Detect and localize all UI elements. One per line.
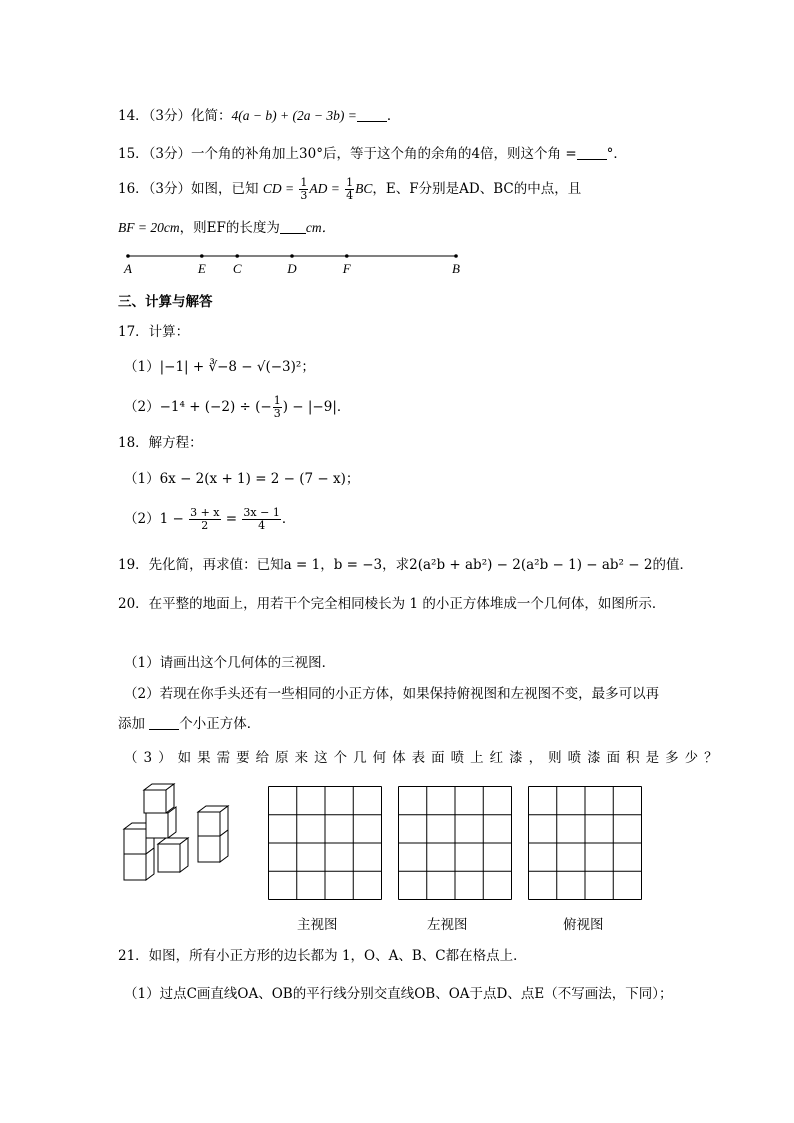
question-19: 19．先化简，再求值：已知a = 1，b = −3，求2(a²b + ab²) − 2(a²b − 1) − ab² − 2的值． <box>118 557 693 573</box>
point-e <box>200 254 204 258</box>
question-15: 15．（3分）一个角的补角加上30°后，等于这个角的余角的4倍，则这个角 = °． <box>118 146 627 162</box>
fraction-one-fourth: $\frac{1}{4}$ <box>346 176 354 202</box>
section-title: 三、计算与解答 <box>118 294 213 310</box>
point-label-e: E <box>197 261 206 276</box>
question-18-title: 18．解方程： <box>118 435 203 451</box>
point-c <box>235 254 239 258</box>
question-16: 16．（3分）如图，已知 CD = $\frac{1}{3}$ AD = $\frac{1}{4}$ BC，E、F分别是AD、BC的中点，且 <box>118 176 582 202</box>
point-label-f: F <box>342 261 351 276</box>
question-14: 14．（3分）化简：4(a − b) + (2a − 3b) = ． <box>118 108 401 124</box>
question-20-part2-line2: 添加 个小正方体． <box>118 716 261 732</box>
cube-stack-figure <box>122 782 242 884</box>
question-17-title: 17．计算： <box>118 324 190 340</box>
question-20: 20．在平整的地面上，用若干个完全相同棱长为 1 的小正方体堆成一个几何体，如图所示． <box>118 596 666 612</box>
question-20-part2: （2）若现在你手头还有一些相同的小正方体，如果保持俯视图和左视图不变，最多可以再 <box>124 686 660 702</box>
answer-blank[interactable] <box>280 219 306 234</box>
front-view-grid[interactable] <box>268 786 382 900</box>
point-label-a: A <box>124 261 132 276</box>
question-21-part1: （1）过点C画直线OA、OB的平行线分别交直线OB、OA于点D、点E（不写画法，下同）； <box>124 986 673 1002</box>
point-a <box>126 254 130 258</box>
question-18-part1: （1）6x − 2(x + 1) = 2 − (7 − x)； <box>124 471 360 487</box>
left-view-grid[interactable] <box>398 786 512 900</box>
question-17-part1: （1）|−1| + ∛−8 − √(−3)²； <box>124 359 315 375</box>
question-17-part2: （2）−1⁴ + (−2) ÷ (− $\frac{1}{3}$ ) − |−9|． <box>124 394 351 420</box>
point-b <box>454 254 458 258</box>
answer-blank[interactable] <box>357 107 387 122</box>
point-d <box>290 254 294 258</box>
point-label-c: C <box>232 261 242 276</box>
answer-blank[interactable] <box>577 145 607 160</box>
caption-top-view: 俯视图 <box>563 917 604 933</box>
question-21: 21．如图，所有小正方形的边长都为 1，O、A、B、C都在格点上． <box>118 948 527 964</box>
point-label-b: B <box>452 261 460 276</box>
question-16-line2: BF = 20cm，则EF的长度为 cm． <box>118 220 336 236</box>
caption-left-view: 左视图 <box>427 917 468 933</box>
question-20-part3: （3）如果需要给原来这个几何体表面喷上红漆，则喷漆面积是多少？ <box>124 750 724 766</box>
fraction-one-third: $\frac{1}{3}$ <box>300 176 308 202</box>
question-18-part2: （2）1 − $\frac{3 + x}{2}$ = $\frac{3x - 1}{4}$ ． <box>124 506 296 532</box>
point-label-d: D <box>287 261 297 276</box>
answer-blank[interactable] <box>149 715 179 730</box>
question-20-part1: （1）请画出这个几何体的三视图． <box>124 655 336 671</box>
caption-front-view: 主视图 <box>297 917 338 933</box>
point-f <box>345 254 349 258</box>
top-view-grid[interactable] <box>528 786 642 900</box>
segment-diagram <box>118 246 468 280</box>
